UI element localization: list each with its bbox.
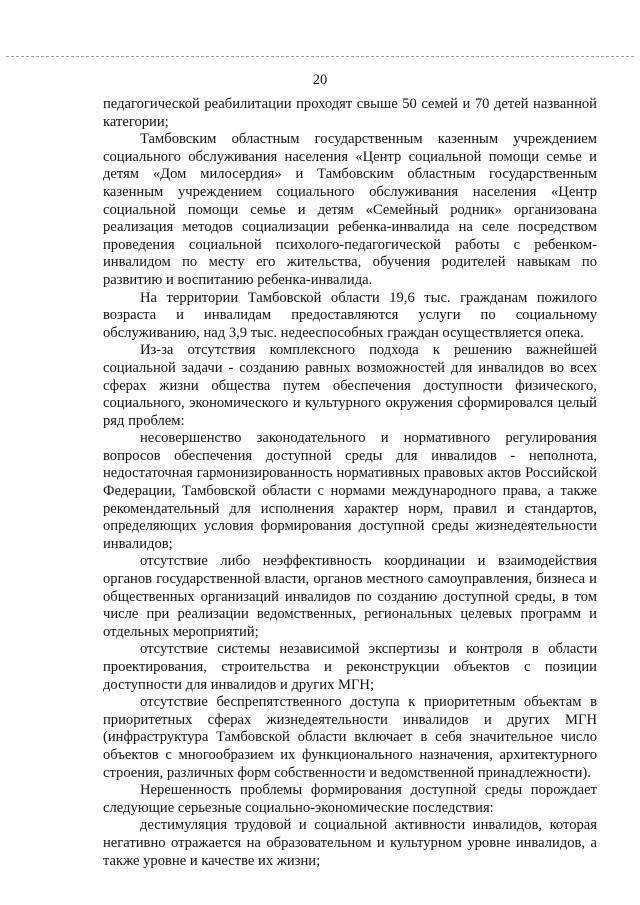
paragraph: Нерешенность проблемы формирования доступной среды порождает следующие серьезные социально-экономические последствия: xyxy=(103,782,597,816)
paragraph: отсутствие системы независимой экспертизы и контроля в области проектирования, строительства и реконструкции объектов с позиции доступности для инвалидов и других МГН; xyxy=(103,641,597,693)
page-number: 20 xyxy=(312,72,328,88)
header-divider xyxy=(6,56,634,57)
paragraph: На территории Тамбовской области 19,6 тыс. гражданам пожилого возраста и инвалидам предоставляются услуги по социальному обслуживанию, над 3,9 тыс. недееспособных граждан осуществляется опека. xyxy=(103,289,597,341)
paragraph: педагогической реабилитации проходят свыше 50 семей и 70 детей названной категории; xyxy=(103,96,597,130)
document-body xyxy=(103,96,597,870)
paragraph: отсутствие либо неэффективность координации и взаимодействия органов государственной власти, органов местного самоуправления, бизнеса и общественных организаций инвалидов по созданию доступной среды, в том числе при реализации ведомственных, региональных целевых программ и отдельных мероприятий; xyxy=(103,553,597,640)
paragraph: несовершенство законодательного и нормативного регулирования вопросов обеспечения доступной среды для инвалидов - неполнота, недостаточная гармонизированность нормативных правовых актов Российской Федерации, Тамбовской области с нормами международного права, а также рекомендательный для исполнения характер норм, правил и стандартов, определяющих условия формирования доступной среды жизнедеятельности инвалидов; xyxy=(103,430,597,552)
paragraph: Из-за отсутствия комплексного подхода к решению важнейшей социальной задачи - созданию равных возможностей для инвалидов во всех сферах жизни общества путем обеспечения доступности физического, социального, экономического и культурного окружения сформировался целый ряд проблем: xyxy=(103,342,597,429)
paragraph: дестимуляция трудовой и социальной активности инвалидов, которая негативно отражается на образовательном и культурном уровне инвалидов, а также уровне и качестве их жизни; xyxy=(103,817,597,869)
paragraph: отсутствие беспрепятственного доступа к приоритетным объектам в приоритетных сферах жизнедеятельности инвалидов и других МГН (инфраструктура Тамбовской области включает в себя значительное число объектов с многообразием их функционального назначения, архитектурного строения, различных форм собственности и ведомственной принадлежности). xyxy=(103,694,597,781)
paragraph: Тамбовским областным государственным казенным учреждением социального обслуживания населения «Центр социальной помощи семье и детям «Дом милосердия» и Тамбовским областным государственным казенным учреждением социального обслуживания населения «Центр социальной помощи семье и детям «Семейный родник» организована реализация методов социализации ребенка-инвалида на селе посредством проведения социальной психолого-педагогической работы с ребенком-инвалидом по месту его жительства, обучения родителей навыкам по развитию и воспитанию ребенка-инвалида. xyxy=(103,131,597,288)
